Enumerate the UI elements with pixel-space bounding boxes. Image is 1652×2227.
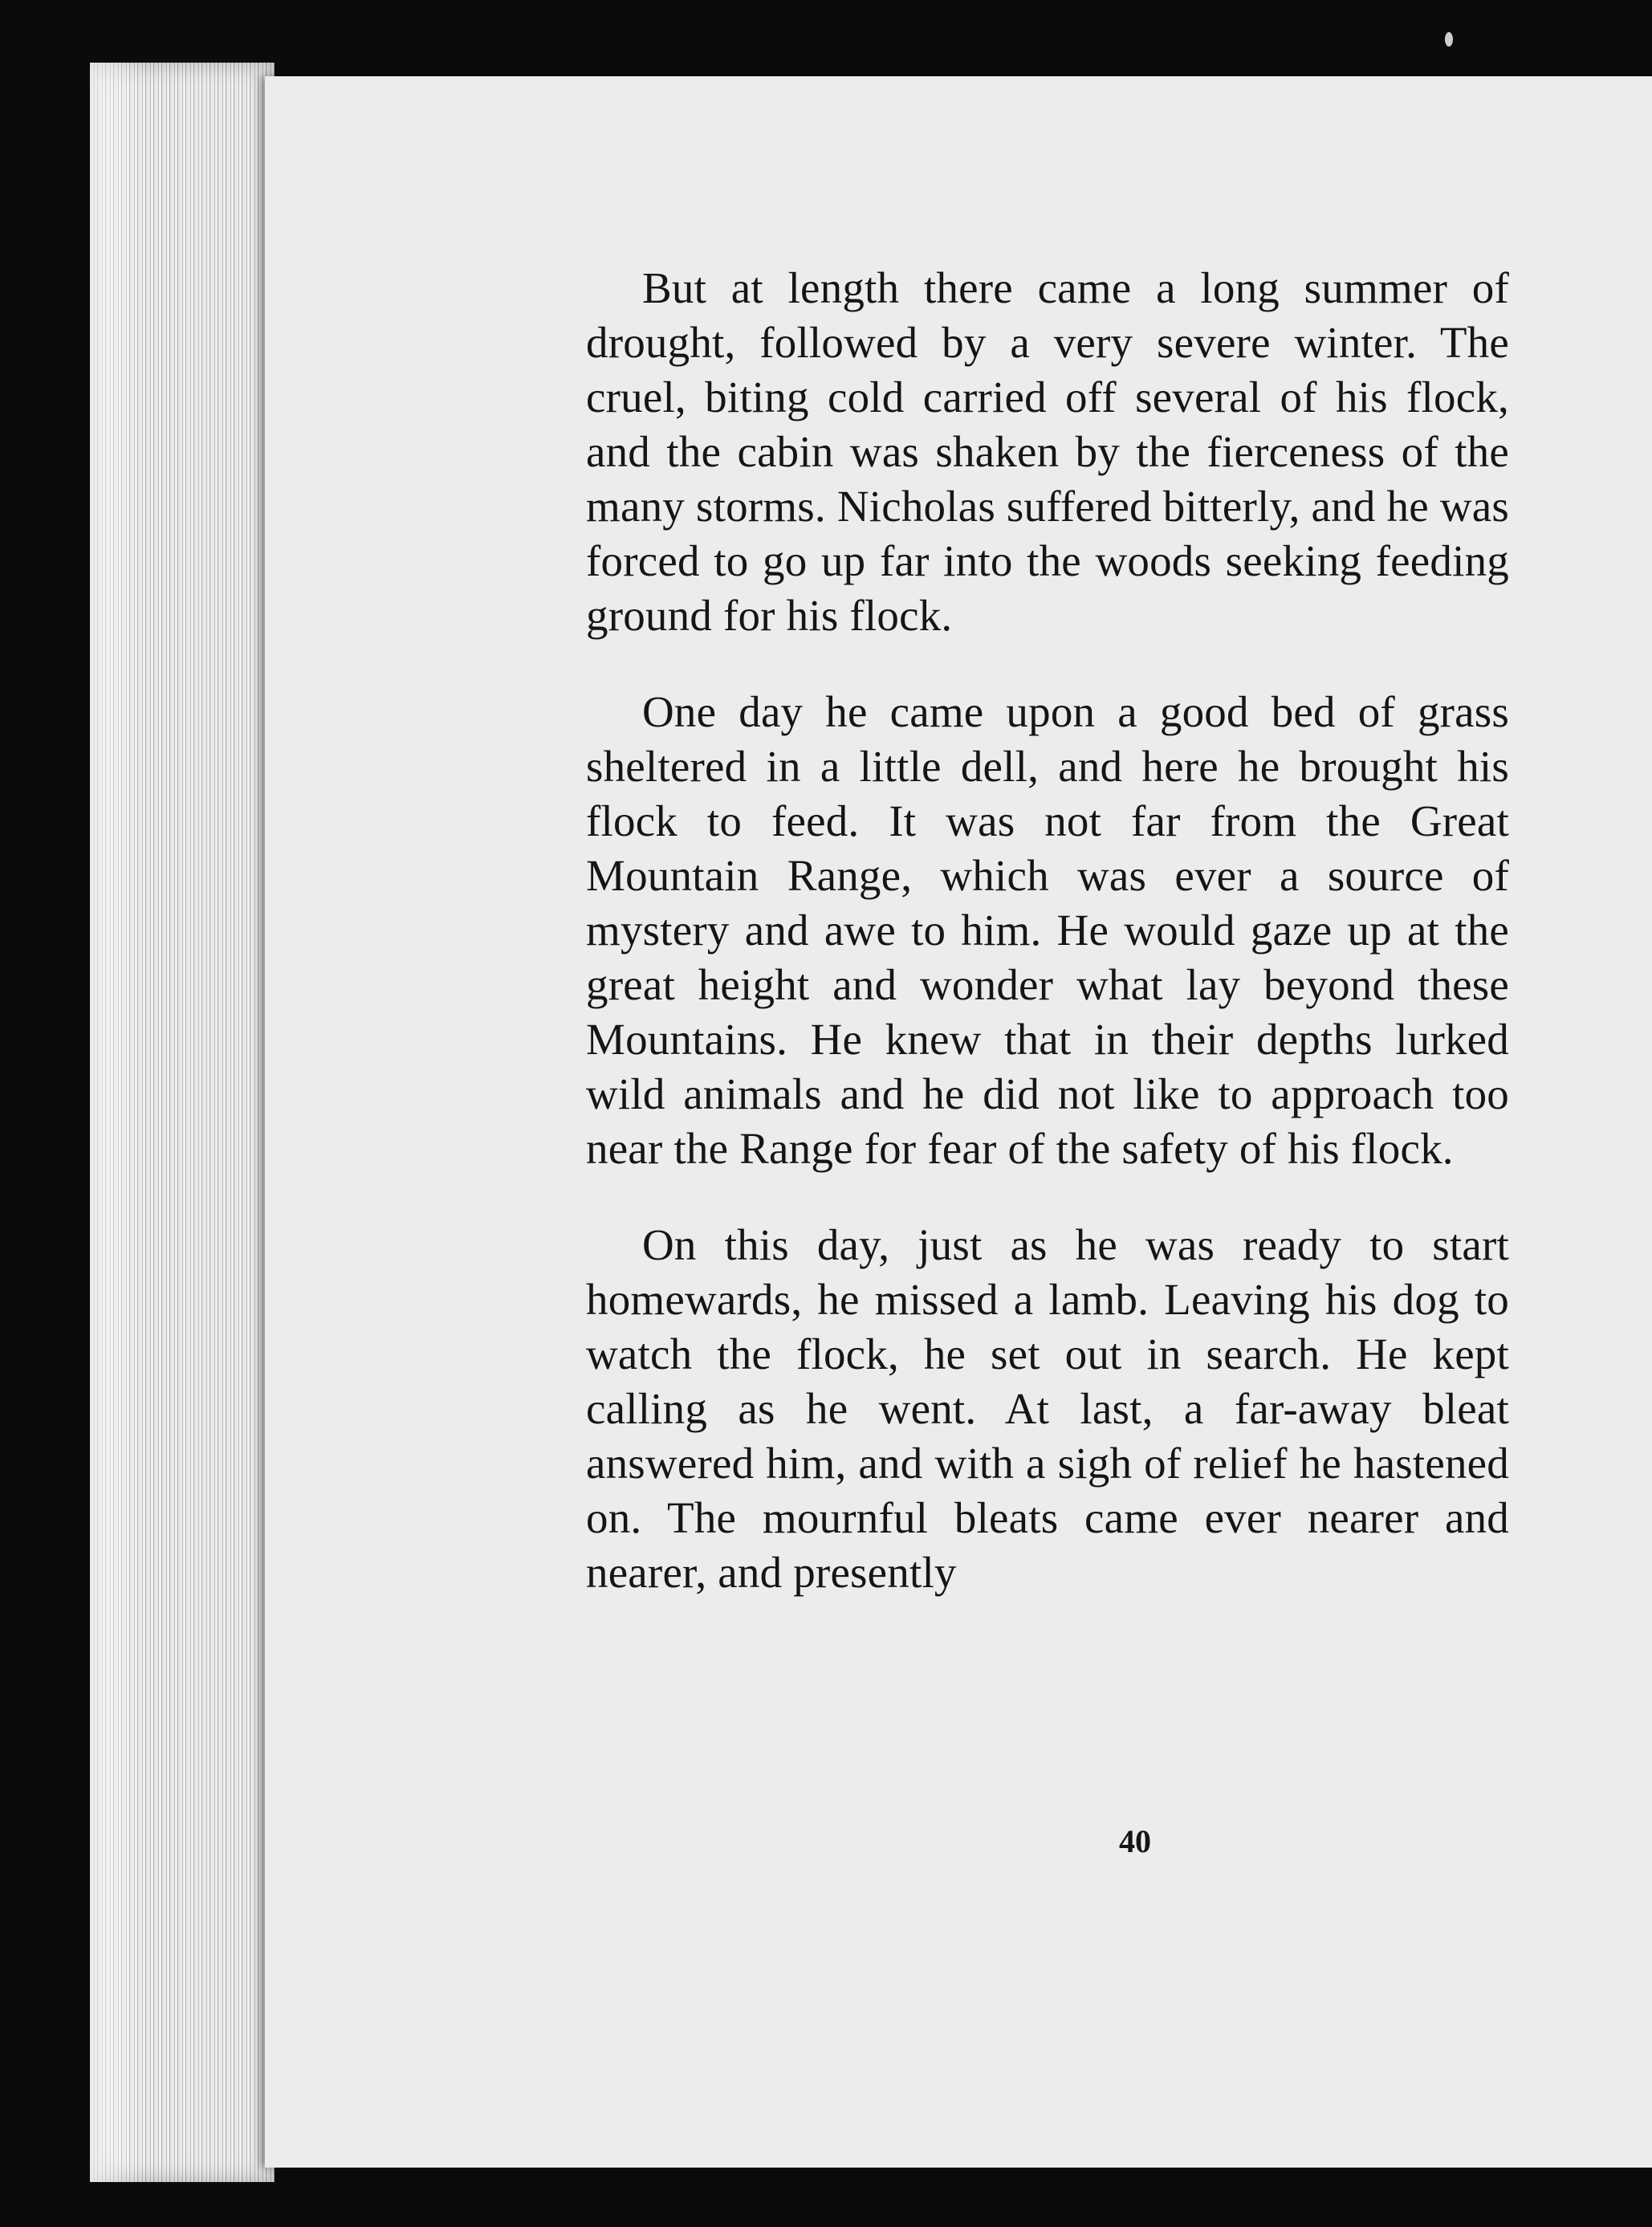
page-number: 40 <box>1119 1823 1151 1859</box>
book-page <box>265 76 1652 2168</box>
dust-speck <box>1445 32 1453 47</box>
body-text <box>586 261 1509 1642</box>
paragraph-1: But at length there came a long summer of drought, followed by a very severe winter. The cruel, biting cold carried off several of his flock, and the cabin was shaken by the fierceness of the many storms. Nicholas suffered bitterly, and he was forced to go up far into the woods seeking feeding ground for his flock. <box>586 263 1509 640</box>
page-edges-highlight <box>90 63 146 2182</box>
paragraph-2: One day he came upon a good bed of grass sheltered in a little dell, and here he brought his flock to feed. It was not far from the Great Mountain Range, which was ever a source of mystery and awe to him. He would gaze up at the great height and wonder what lay beyond these Mountains. He knew that in their depths lurked wild animals and he did not like to approach too near the Range for fear of the safety of his flock. <box>586 687 1509 1173</box>
paragraph-3: On this day, just as he was ready to start homewards, he missed a lamb. Leaving his dog to watch the flock, he set out in search. He kept calling as he went. At last, a far-away bleat answered him, and with a sigh of relief he hastened on. The mournful bleats came ever nearer and nearer, and presently <box>586 1220 1509 1597</box>
